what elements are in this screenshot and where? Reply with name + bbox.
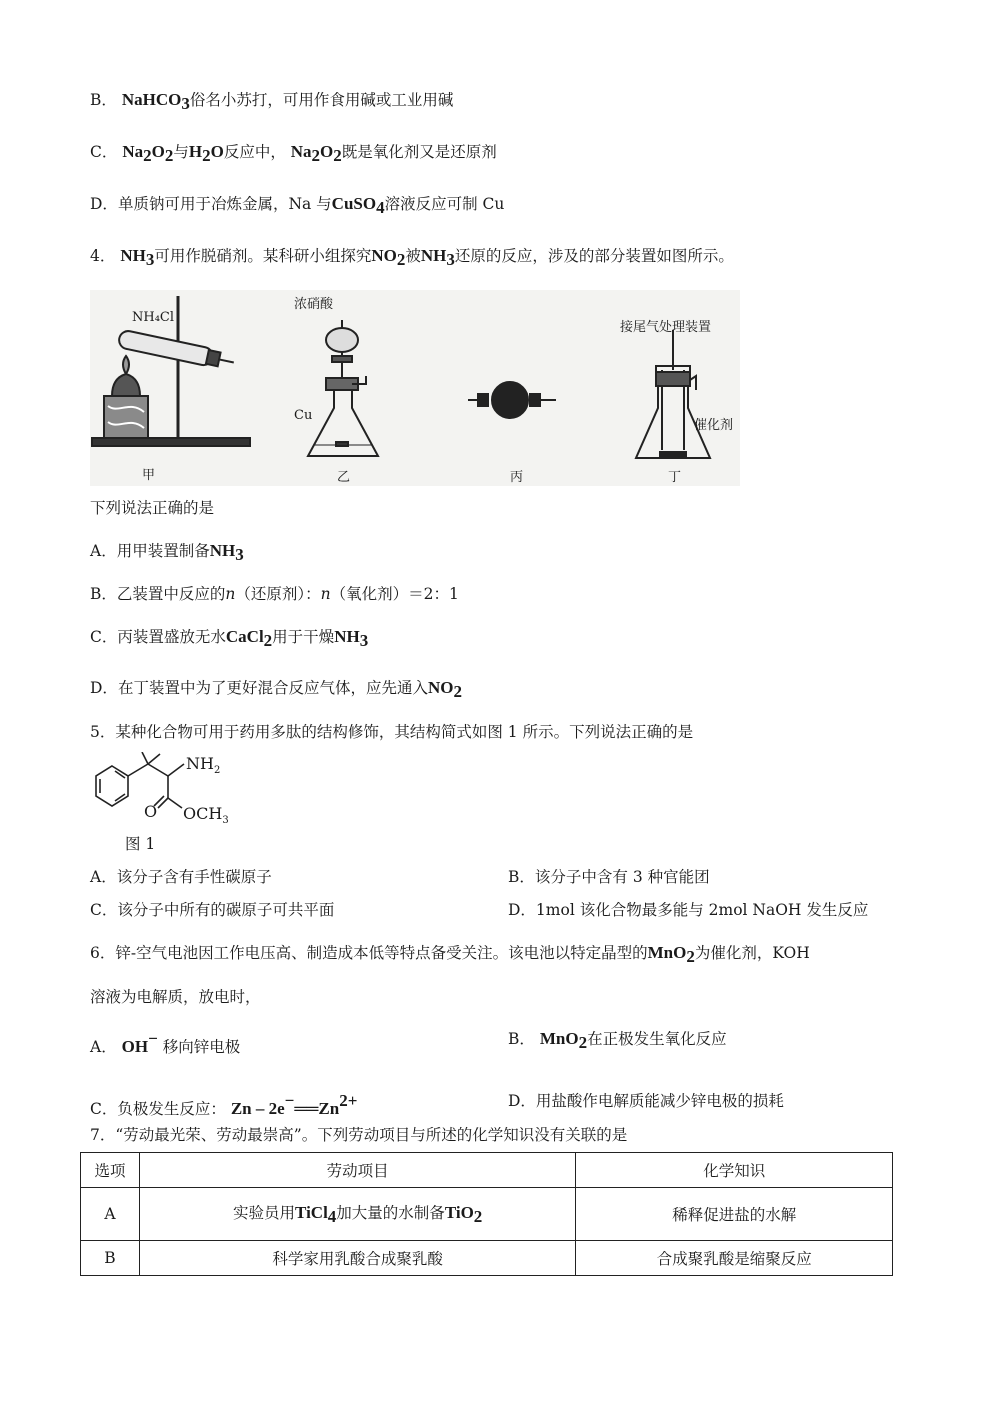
q7-table xyxy=(80,1152,893,1276)
row-a-task: 实验员用TiCl$_4$加大量的水制备TiO$_2$ xyxy=(139,1188,575,1241)
apparatus-bing xyxy=(468,382,556,418)
mol-o: O xyxy=(144,802,158,821)
q5-option-b: B．该分子中含有 3 种官能团 xyxy=(508,868,710,886)
q6-option-a: A． OH− 移向锌电极 xyxy=(90,1029,241,1056)
q6-option-d: D．用盐酸作电解质能减少锌电极的损耗 xyxy=(508,1092,784,1110)
apparatus-yi xyxy=(308,320,378,456)
label-cu: Cu xyxy=(294,408,313,423)
row-b-task: 科学家用乳酸合成聚乳酸 xyxy=(139,1241,575,1276)
q6-stem-line1: 6．锌-空气电池因工作电压高、制造成本低等特点备受关注。该电池以特定晶型的MnO$_2$为催化剂，KOH xyxy=(90,943,810,966)
row-a-knowledge: 稀释促进盐的水解 xyxy=(576,1188,893,1241)
q4-option-d: D．在丁装置中为了更好混合反应气体，应先通入$NO_2$ xyxy=(90,678,462,701)
q4-option-c: C．丙装置盛放无水CaCl$_2$用于干燥$NH_3$ xyxy=(90,627,369,650)
label-conc-nitric-acid: 浓硝酸 xyxy=(294,297,334,312)
table-row xyxy=(81,1188,893,1241)
apparatus-ding xyxy=(636,330,710,458)
q3-option-b: B． NaHCO$_3$俗名小苏打，可用作食用碱或工业用碱 xyxy=(90,90,454,113)
caption-ding: 丁 xyxy=(668,470,682,485)
label-tail-gas: 接尾气处理装置 xyxy=(620,320,712,335)
mol-nh2: $NH_2$ xyxy=(186,754,221,776)
header-knowledge: 化学知识 xyxy=(576,1153,893,1188)
q4-apparatus-figure xyxy=(90,290,740,486)
q4-option-b: B．乙装置中反应的n（还原剂）：n（氧化剂）＝2：1 xyxy=(90,585,459,603)
q5-option-d: D．1mol 该化合物最多能与 2mol NaOH 发生反应 xyxy=(508,901,869,919)
q3-option-c: C． $Na_2O_2$与$H_2O$反应中， $Na_2O_2$既是氧化剂又是还原剂 xyxy=(90,142,497,165)
q4-stem: 4． $NH_3$可用作脱硝剂。某科研小组探究$NO_2$被$NH_3$还原的反应，涉及的部分装置如图所示。 xyxy=(90,246,734,269)
label-nh4cl: NH₄Cl xyxy=(132,310,175,325)
q7-stem: 7．“劳动最光荣、劳动最崇高”。下列劳动项目与所述的化学知识没有关联的是 xyxy=(90,1126,628,1144)
q5-option-a: A．该分子含有手性碳原子 xyxy=(90,868,272,886)
q6-option-c: C．负极发生反应： Zn – $2e^-══Zn^{2+}$ xyxy=(90,1091,358,1118)
q5-option-c: C．该分子中所有的碳原子可共平面 xyxy=(90,901,335,919)
q6-stem-line2: 溶液为电解质，放电时， xyxy=(90,988,261,1006)
header-option: 选项 xyxy=(81,1153,140,1188)
q5-stem: 5．某种化合物可用于药用多肽的结构修饰，其结构简式如图 1 所示。下列说法正确的是 xyxy=(90,723,694,741)
q4-lead: 下列说法正确的是 xyxy=(90,499,215,517)
caption-bing: 丙 xyxy=(510,470,524,485)
q7-table-header xyxy=(81,1153,893,1188)
row-a-option: A xyxy=(81,1188,140,1241)
q3-option-d: D．单质钠可用于冶炼金属，Na 与CuSO$_4$溶液反应可制 Cu xyxy=(90,194,505,217)
row-b-knowledge: 合成聚乳酸是缩聚反应 xyxy=(576,1241,893,1276)
table-row xyxy=(81,1241,893,1276)
q5-structure-figure xyxy=(88,752,248,830)
label-catalyst: 催化剂 xyxy=(694,418,734,433)
header-task: 劳动项目 xyxy=(139,1153,575,1188)
caption-jia: 甲 xyxy=(142,468,156,483)
mol-och3: $OCH_3$ xyxy=(183,804,229,826)
q4-option-a: A．用甲装置制备$NH_3$ xyxy=(90,541,244,564)
row-b-option: B xyxy=(81,1241,140,1276)
q6-option-b: B． MnO$_2$在正极发生氧化反应 xyxy=(508,1029,727,1052)
caption-yi: 乙 xyxy=(337,470,351,485)
q5-figure-caption: 图 1 xyxy=(125,835,156,853)
